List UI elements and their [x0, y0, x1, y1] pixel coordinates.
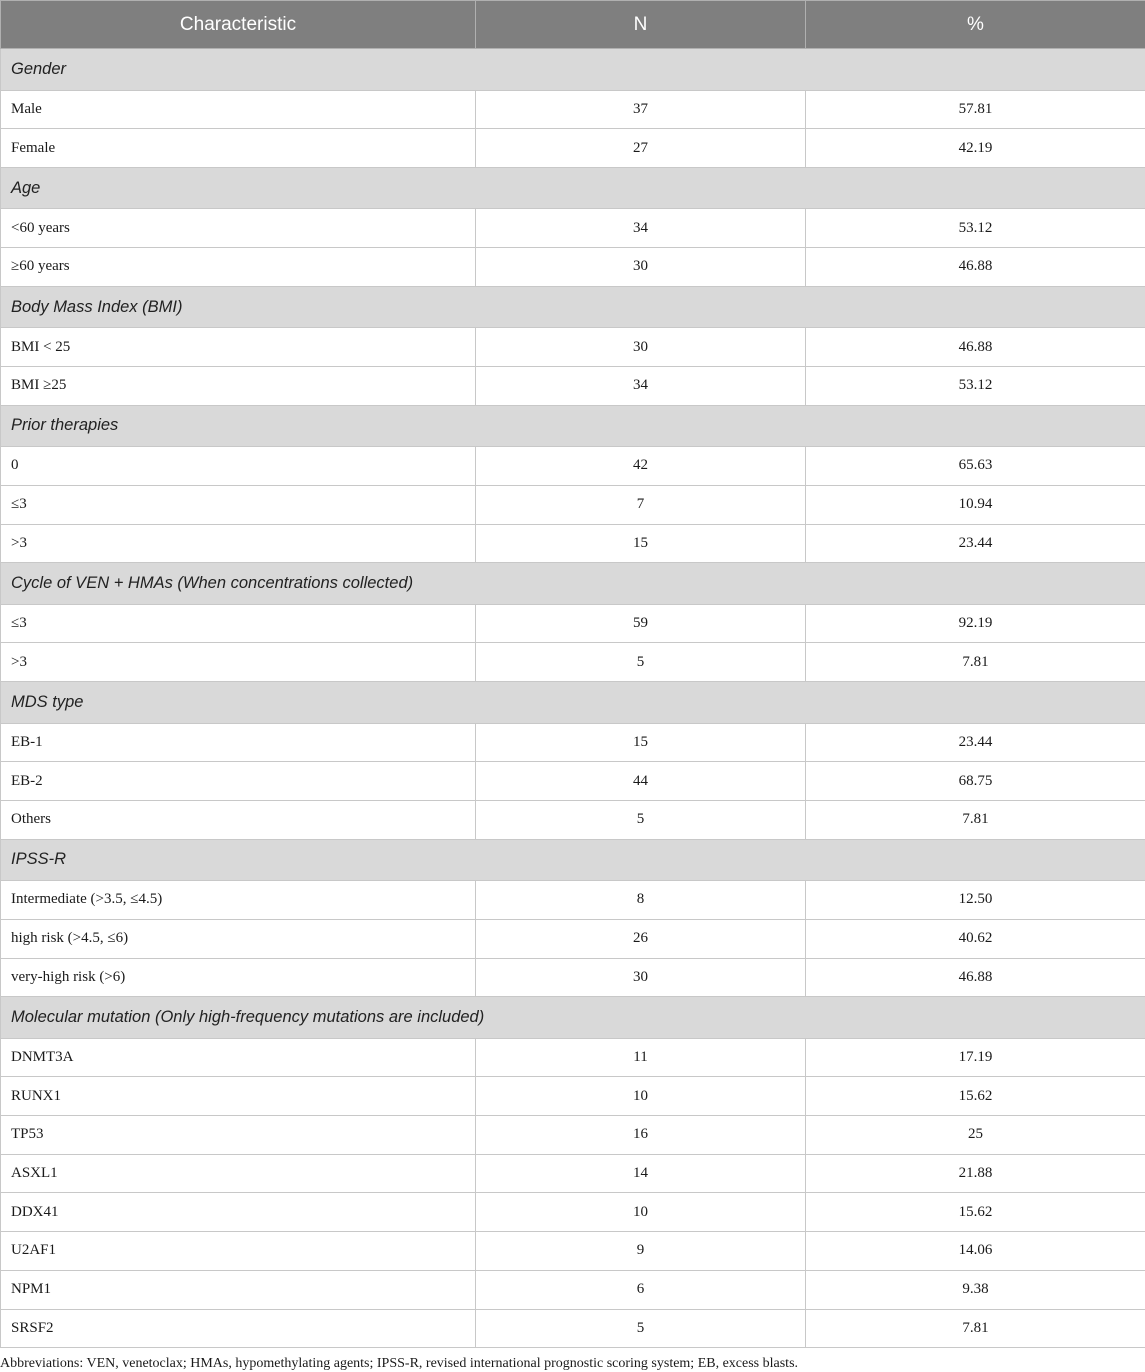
group-title: Gender: [1, 49, 1145, 91]
row-count: 6: [476, 1270, 806, 1309]
row-count: 34: [476, 366, 806, 405]
row-percent: 53.12: [806, 209, 1145, 248]
row-label: EB-2: [1, 762, 476, 801]
row-percent: 65.63: [806, 447, 1145, 486]
row-percent: 46.88: [806, 328, 1145, 367]
row-label: Female: [1, 129, 476, 168]
row-percent: 15.62: [806, 1077, 1145, 1116]
row-count: 42: [476, 447, 806, 486]
table-row: [1, 1232, 1145, 1271]
table-row: [1, 209, 1145, 248]
group-title: IPSS-R: [1, 839, 1145, 881]
row-percent: 17.19: [806, 1038, 1145, 1077]
row-count: 15: [476, 524, 806, 563]
row-count: 34: [476, 209, 806, 248]
row-label: U2AF1: [1, 1232, 476, 1271]
table-row: [1, 1309, 1145, 1348]
row-count: 15: [476, 723, 806, 762]
row-label: BMI < 25: [1, 328, 476, 367]
row-count: 30: [476, 248, 806, 287]
row-label: >3: [1, 643, 476, 682]
table-row: [1, 447, 1145, 486]
group-row: [1, 563, 1145, 605]
row-percent: 10.94: [806, 485, 1145, 524]
row-label: <60 years: [1, 209, 476, 248]
table-row: [1, 485, 1145, 524]
group-row: [1, 997, 1145, 1039]
row-percent: 46.88: [806, 248, 1145, 287]
row-percent: 68.75: [806, 762, 1145, 801]
table-row: [1, 800, 1145, 839]
row-percent: 92.19: [806, 604, 1145, 643]
table-row: [1, 1116, 1145, 1155]
row-percent: 57.81: [806, 90, 1145, 129]
table-row: [1, 643, 1145, 682]
row-label: 0: [1, 447, 476, 486]
row-percent: 14.06: [806, 1232, 1145, 1271]
row-label: ≤3: [1, 604, 476, 643]
row-percent: 21.88: [806, 1154, 1145, 1193]
row-percent: 7.81: [806, 643, 1145, 682]
group-title: Body Mass Index (BMI): [1, 286, 1145, 328]
row-count: 5: [476, 643, 806, 682]
table-row: [1, 604, 1145, 643]
group-title: Age: [1, 167, 1145, 209]
table-row: [1, 366, 1145, 405]
row-label: ASXL1: [1, 1154, 476, 1193]
row-count: 5: [476, 800, 806, 839]
table-row: [1, 762, 1145, 801]
row-percent: 12.50: [806, 881, 1145, 920]
row-label: Male: [1, 90, 476, 129]
row-label: >3: [1, 524, 476, 563]
table-row: [1, 919, 1145, 958]
table-body: [1, 49, 1145, 1348]
table-row: [1, 328, 1145, 367]
row-percent: 7.81: [806, 800, 1145, 839]
row-label: DDX41: [1, 1193, 476, 1232]
row-label: very-high risk (>6): [1, 958, 476, 997]
row-count: 16: [476, 1116, 806, 1155]
row-count: 59: [476, 604, 806, 643]
group-title: Prior therapies: [1, 405, 1145, 447]
row-count: 5: [476, 1309, 806, 1348]
row-percent: 15.62: [806, 1193, 1145, 1232]
row-count: 7: [476, 485, 806, 524]
row-count: 37: [476, 90, 806, 129]
row-count: 30: [476, 328, 806, 367]
row-count: 10: [476, 1077, 806, 1116]
header-row: [1, 1, 1145, 49]
row-label: DNMT3A: [1, 1038, 476, 1077]
group-title: Molecular mutation (Only high-frequency mutations are included): [1, 997, 1145, 1039]
table-row: [1, 248, 1145, 287]
table-row: [1, 1038, 1145, 1077]
table-row: [1, 1270, 1145, 1309]
group-row: [1, 682, 1145, 724]
row-count: 8: [476, 881, 806, 920]
row-percent: 9.38: [806, 1270, 1145, 1309]
row-count: 11: [476, 1038, 806, 1077]
table-row: [1, 129, 1145, 168]
group-title: Cycle of VEN + HMAs (When concentrations collected): [1, 563, 1145, 605]
table-row: [1, 1077, 1145, 1116]
row-label: Intermediate (>3.5, ≤4.5): [1, 881, 476, 920]
row-count: 44: [476, 762, 806, 801]
header-characteristic: Characteristic: [1, 1, 476, 49]
footnote: Abbreviations: VEN, venetoclax; HMAs, hypomethylating agents; IPSS-R, revised international prognostic scoring system; EB, excess blasts.: [0, 1348, 1145, 1372]
row-label: high risk (>4.5, ≤6): [1, 919, 476, 958]
table-row: [1, 1154, 1145, 1193]
row-percent: 25: [806, 1116, 1145, 1155]
table-row: [1, 881, 1145, 920]
row-count: 9: [476, 1232, 806, 1271]
row-count: 30: [476, 958, 806, 997]
header-n: N: [476, 1, 806, 49]
row-count: 27: [476, 129, 806, 168]
row-label: ≥60 years: [1, 248, 476, 287]
row-label: ≤3: [1, 485, 476, 524]
table-row: [1, 1193, 1145, 1232]
table-row: [1, 958, 1145, 997]
row-label: RUNX1: [1, 1077, 476, 1116]
table-row: [1, 723, 1145, 762]
row-label: BMI ≥25: [1, 366, 476, 405]
row-percent: 40.62: [806, 919, 1145, 958]
row-percent: 7.81: [806, 1309, 1145, 1348]
row-percent: 42.19: [806, 129, 1145, 168]
group-row: [1, 167, 1145, 209]
group-row: [1, 405, 1145, 447]
row-count: 10: [476, 1193, 806, 1232]
group-row: [1, 49, 1145, 91]
row-label: NPM1: [1, 1270, 476, 1309]
row-label: Others: [1, 800, 476, 839]
row-percent: 23.44: [806, 723, 1145, 762]
group-row: [1, 286, 1145, 328]
row-percent: 23.44: [806, 524, 1145, 563]
row-count: 26: [476, 919, 806, 958]
group-row: [1, 839, 1145, 881]
row-count: 14: [476, 1154, 806, 1193]
row-label: SRSF2: [1, 1309, 476, 1348]
header-percent: %: [806, 1, 1145, 49]
group-title: MDS type: [1, 682, 1145, 724]
row-percent: 53.12: [806, 366, 1145, 405]
row-percent: 46.88: [806, 958, 1145, 997]
table-row: [1, 524, 1145, 563]
table-row: [1, 90, 1145, 129]
row-label: EB-1: [1, 723, 476, 762]
row-label: TP53: [1, 1116, 476, 1155]
